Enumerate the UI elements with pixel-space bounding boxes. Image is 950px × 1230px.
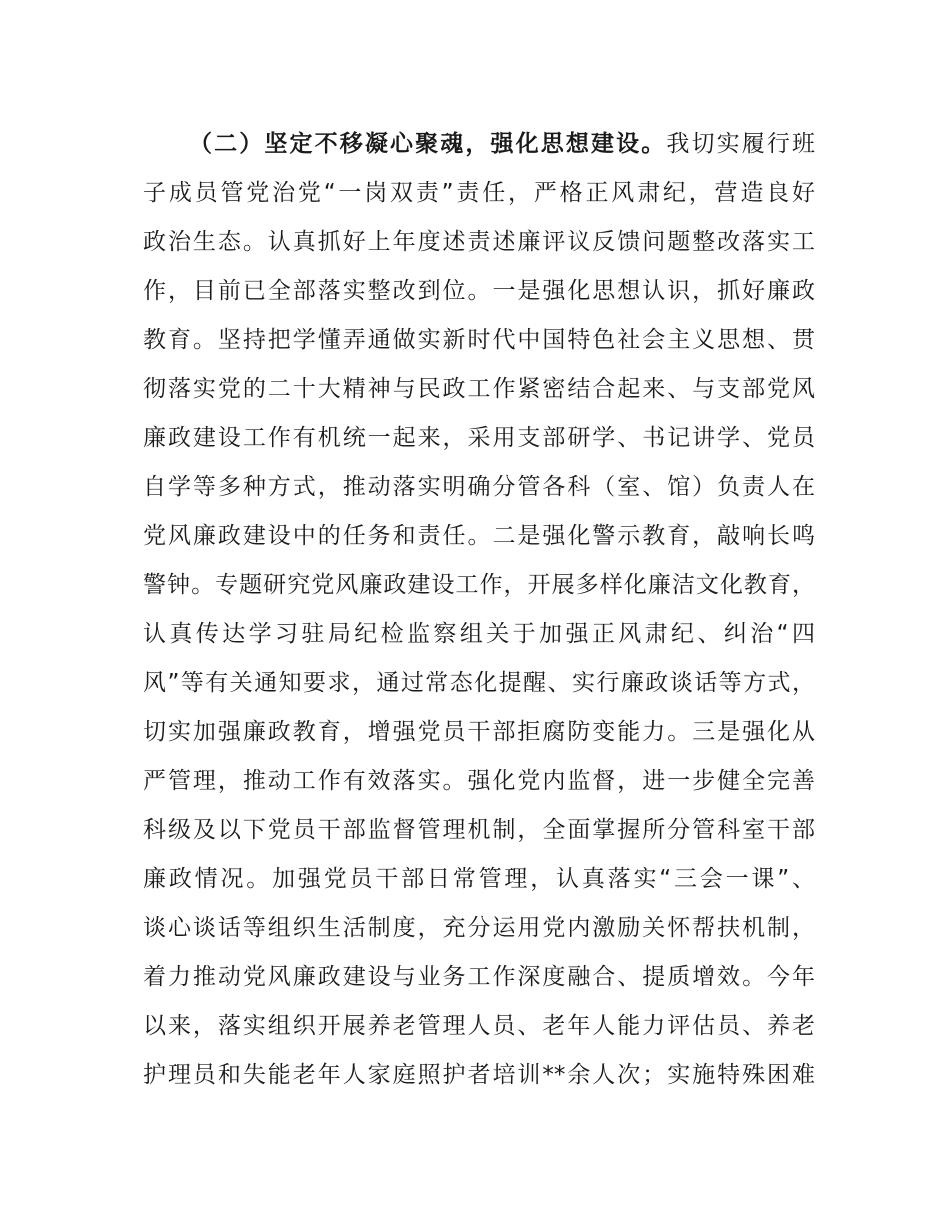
text-line: 严管理，推动工作有效落实。强化党内监督，进一步健全完善: [143, 768, 815, 794]
text-line: 廉政建设工作有机统一起来，采用支部研学、书记讲学、党员: [143, 425, 815, 451]
first-line-text: 我切实履行班: [666, 131, 815, 157]
text-line: 自学等多种方式，推动落实明确分管各科（室、馆）负责人在: [143, 474, 815, 500]
text-line: 彻落实党的二十大精神与民政工作紧密结合起来、与支部党风: [143, 376, 815, 402]
text-line: 认真传达学习驻局纪检监察组关于加强正风肃纪、纠治“四: [143, 621, 815, 647]
text-line: 警钟。专题研究党风廉政建设工作，开展多样化廉洁文化教育，: [143, 572, 815, 598]
text-line: 谈心谈话等组织生活制度，充分运用党内激励关怀帮扶机制，: [143, 915, 815, 941]
text-line: 护理员和失能老年人家庭照护者培训**余人次；实施特殊困难: [143, 1062, 815, 1088]
paragraph-first-line: [143, 120, 815, 169]
text-line: 科级及以下党员干部监督管理机制，全面掌握所分管科室干部: [143, 817, 815, 843]
text-line: 着力推动党风廉政建设与业务工作深度融合、提质增效。今年: [143, 964, 815, 990]
text-line: 子成员管党治党“一岗双责”责任，严格正风肃纪，营造良好: [143, 180, 815, 206]
section-heading: （二）坚定不移凝心聚魂，强化思想建设。: [189, 131, 667, 157]
text-line: 切实加强廉政教育，增强党员干部拒腐防变能力。三是强化从: [143, 719, 815, 745]
text-line: 以来，落实组织开展养老管理人员、老年人能力评估员、养老: [143, 1013, 815, 1039]
text-line: 作，目前已全部落实整改到位。一是强化思想认识，抓好廉政: [143, 278, 815, 304]
text-line: 风”等有关通知要求，通过常态化提醒、实行廉政谈话等方式，: [143, 670, 815, 696]
text-line: 党风廉政建设中的任务和责任。二是强化警示教育，敲响长鸣: [143, 523, 815, 549]
document-body: [143, 120, 815, 1100]
text-line: 政治生态。认真抓好上年度述责述廉评议反馈问题整改落实工: [143, 229, 815, 255]
text-line: 教育。坚持把学懂弄通做实新时代中国特色社会主义思想、贯: [143, 327, 815, 353]
text-line: 廉政情况。加强党员干部日常管理，认真落实“三会一课”、: [143, 866, 815, 892]
